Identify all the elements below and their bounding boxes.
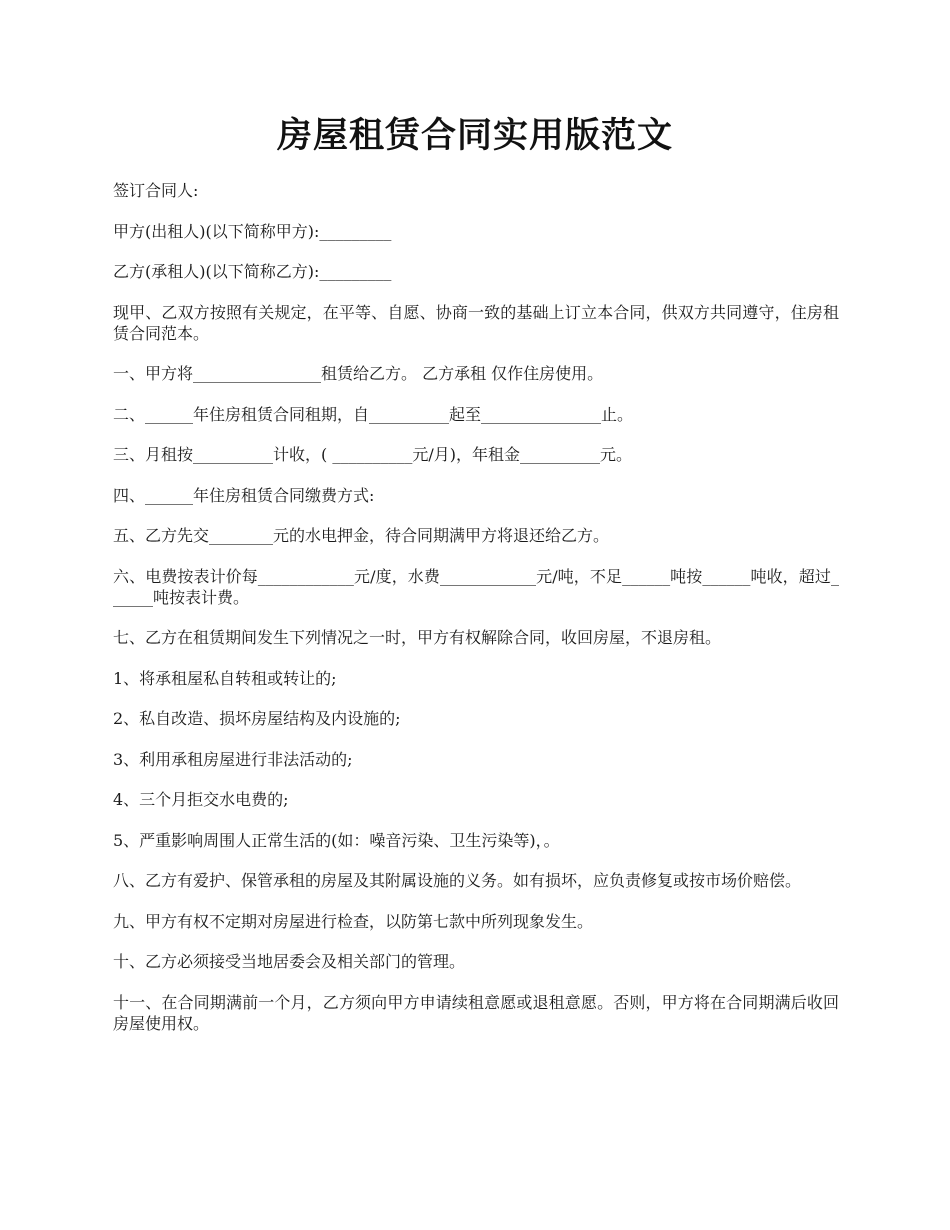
clause-2: 二、______年住房租赁合同租期，自__________起至_______________止。 xyxy=(113,404,634,424)
document-body xyxy=(113,180,839,1053)
clause-7-item-2: 2、私自改造、损坏房屋结构及内设施的; xyxy=(113,709,401,728)
clause-6: 六、电费按表计价每____________元/度，水费____________元/吨，不足______吨按______吨收，超过______吨按表计费。 xyxy=(113,566,839,607)
clause-10: 十、乙方必须接受当地居委会及相关部门的管理。 xyxy=(113,952,466,971)
clause-7: 七、乙方在租赁期间发生下列情况之一时，甲方有权解除合同，收回房屋，不退房租。 xyxy=(113,628,722,647)
clause-3: 三、月租按__________计收，( __________元/月)，年租金__________元。 xyxy=(113,445,632,464)
clause-7-item-4: 4、三个月拒交水电费的; xyxy=(113,790,289,809)
clause-5: 五、乙方先交________元的水电押金，待合同期满甲方将退还给乙方。 xyxy=(113,526,610,545)
clause-8: 八、乙方有爱护、保管承租的房屋及其附属设施的义务。如有损坏，应负责修复或按市场价赔偿。 xyxy=(113,871,802,890)
paragraph-preamble: 现甲、乙双方按照有关规定，在平等、自愿、协商一致的基础上订立本合同，供双方共同遵守，住房租赁合同范本。 xyxy=(113,302,839,343)
clause-9: 九、甲方有权不定期对房屋进行检查，以防第七款中所列现象发生。 xyxy=(113,911,594,931)
clause-11: 十一、在合同期满前一个月，乙方须向甲方申请续租意愿或退租意愿。否则，甲方将在合同期满后收回房屋使用权。 xyxy=(113,992,839,1033)
clause-4: 四、______年住房租赁合同缴费方式: xyxy=(113,485,375,505)
paragraph-party-a: 甲方(出租人)(以下简称甲方):_________ xyxy=(113,221,392,241)
clause-7-item-3: 3、利用承租房屋进行非法活动的; xyxy=(113,749,353,769)
clause-1: 一、甲方将________________租赁给乙方。 乙方承租 仅作住房使用。 xyxy=(113,364,604,383)
clause-7-item-1: 1、将承租屋私自转租或转让的; xyxy=(113,668,337,688)
document-title: 房屋租赁合同实用版范文 xyxy=(276,115,673,156)
paragraph-party-b: 乙方(承租人)(以下简称乙方):_________ xyxy=(113,262,392,281)
clause-7-item-5: 5、严重影响周围人正常生活的(如：噪音污染、卫生污染等)，。 xyxy=(113,830,560,850)
paragraph-signatories: 签订合同人: xyxy=(113,181,199,200)
